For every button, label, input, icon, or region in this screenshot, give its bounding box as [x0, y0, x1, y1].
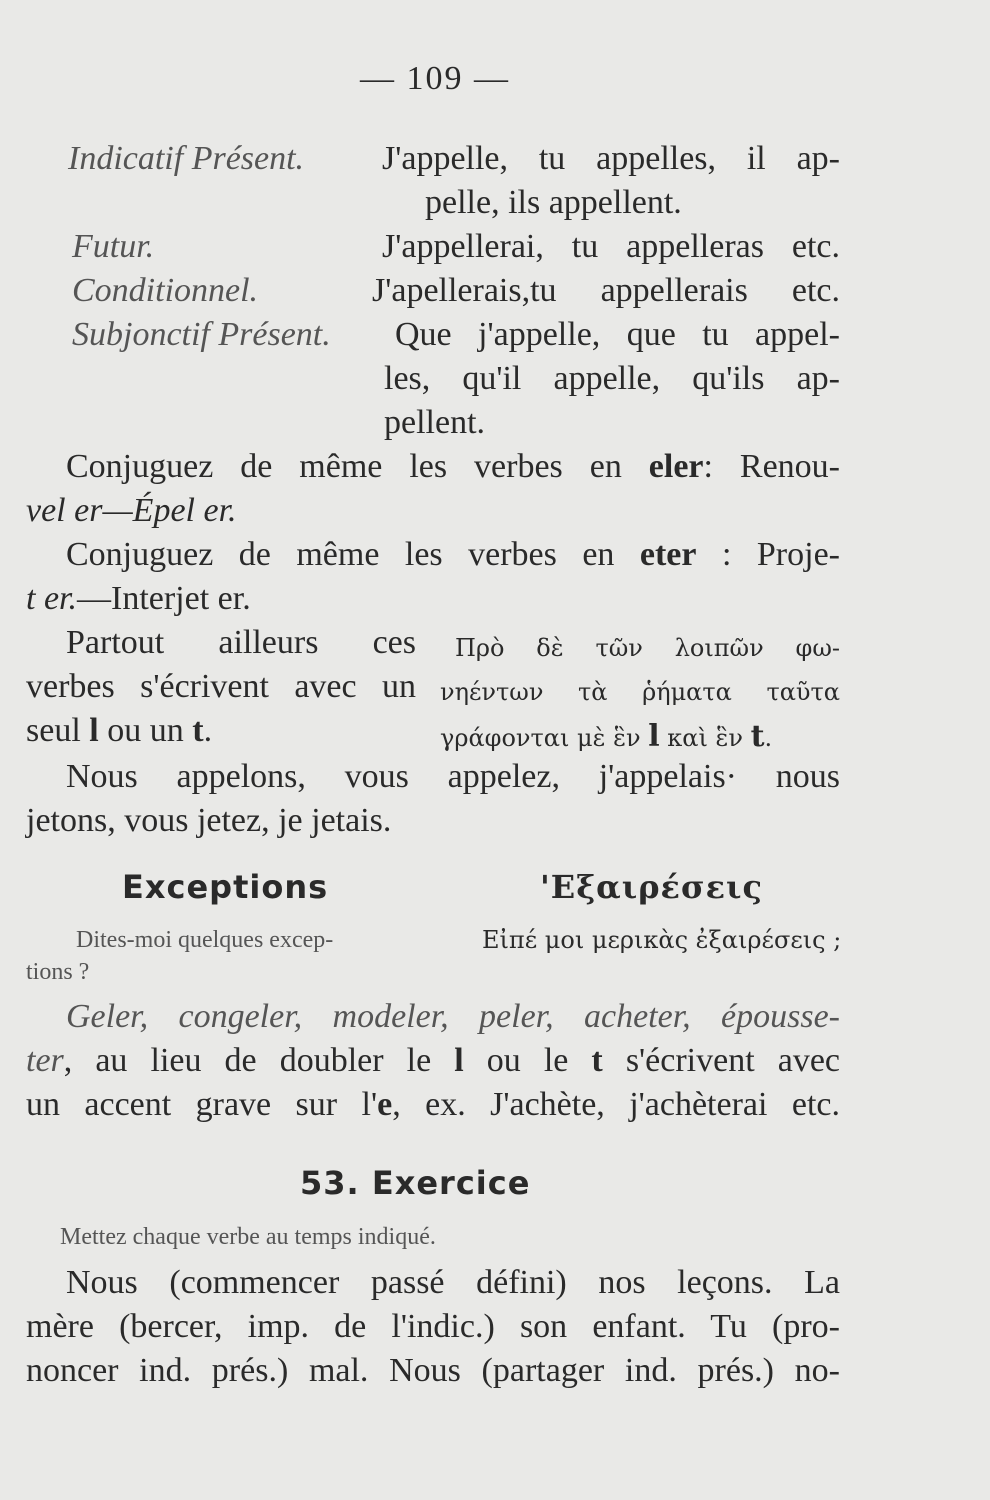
- exceptions-question-line-2: tions ?: [26, 959, 90, 985]
- eler-line-2: vel er—Épel er.: [26, 492, 237, 529]
- conditionnel-label: Conditionnel.: [72, 272, 259, 309]
- nous-line-1: Nous appelons, vous appelez, j'appelais· nous: [66, 758, 840, 795]
- partout-gr-line-3: γράφονται μὲ ἓν l καὶ ἓν t.: [440, 719, 773, 754]
- indicatif-line-2: pelle, ils appellent.: [425, 184, 682, 221]
- exercice-line-2: mère (bercer, imp. de l'indic.) son enfant. Tu (pro-: [26, 1308, 840, 1345]
- exceptions-line-1: Geler, congeler, modeler, peler, acheter, épousse-: [66, 998, 840, 1035]
- subjonctif-line-3: pellent.: [384, 404, 486, 441]
- conditionnel-text: J'apellerais,tu appellerais etc.: [372, 272, 840, 309]
- futur-label: Futur.: [72, 228, 155, 265]
- indicatif-line-1: J'appelle, tu appelles, il ap-: [382, 140, 840, 177]
- exceptions-heading: Exceptions: [122, 868, 329, 906]
- partout-fr-line-3: seul l ou un t.: [26, 712, 213, 749]
- futur-text: J'appellerai, tu appelleras etc.: [382, 228, 840, 265]
- indicatif-label: Indicatif Présent.: [68, 140, 305, 177]
- exceptions-greek-question: Εἰπέ μοι μερικὰς ἐξαιρέσεις ;: [482, 926, 842, 954]
- exercice-line-1: Nous (commencer passé défini) nos leçons. La: [66, 1264, 840, 1301]
- eter-line-1: Conjuguez de même les verbes en eter : Proje-: [66, 536, 840, 573]
- partout-gr-line-2: νηέντων τὰ ῥήματα ταῦτα: [440, 678, 840, 706]
- exceptions-greek-heading: 'Εξαιρέσεις: [540, 868, 763, 906]
- exceptions-line-2: ter, au lieu de doubler le l ou le t s'écrivent avec: [26, 1042, 840, 1079]
- exceptions-line-3: un accent grave sur l'e, ex. J'achète, j'achèterai etc.: [26, 1086, 840, 1123]
- subjonctif-label: Subjonctif Présent.: [72, 316, 331, 353]
- subjonctif-line-2: les, qu'il appelle, qu'ils ap-: [384, 360, 840, 397]
- partout-fr-line-1: Partout ailleurs ces: [66, 624, 416, 661]
- exercice-instruction: Mettez chaque verbe au temps indiqué.: [60, 1224, 436, 1250]
- exercice-heading: 53. Exercice: [300, 1164, 531, 1202]
- partout-fr-line-2: verbes s'écrivent avec un: [26, 668, 416, 705]
- nous-line-2: jetons, vous jetez, je jetais.: [26, 802, 392, 839]
- partout-gr-line-1: Πρὸ δὲ τῶν λοιπῶν φω-: [455, 634, 840, 662]
- exceptions-question-line-1: Dites-moi quelques excep-: [76, 927, 334, 953]
- subjonctif-line-1: Que j'appelle, que tu appel-: [395, 316, 840, 353]
- eter-line-2: t er.—Interjet er.: [26, 580, 251, 617]
- page-number: — 109 —: [360, 60, 510, 97]
- exercice-line-3: noncer ind. prés.) mal. Nous (partager ind. prés.) no-: [26, 1352, 840, 1389]
- eler-line-1: Conjuguez de même les verbes en eler: Renou-: [66, 448, 840, 485]
